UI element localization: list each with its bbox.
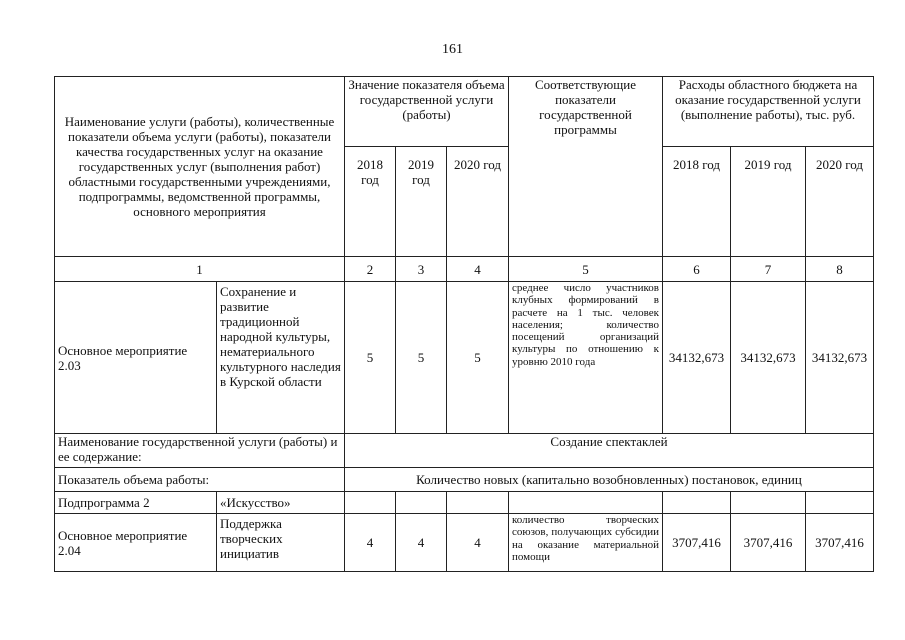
column-number: 5 bbox=[509, 257, 663, 282]
volume-value: Количество новых (капитально возобновленных) постановок, единиц bbox=[345, 468, 874, 492]
row-name: Поддержка творческих инициатив bbox=[217, 514, 345, 572]
expense-2020: 34132,673 bbox=[806, 282, 874, 434]
header-exp-2020: 2020 год bbox=[806, 147, 874, 257]
column-number: 3 bbox=[396, 257, 447, 282]
row-indicators: среднее число участников клубных формирований в расчете на 1 тыс. человек населения; количество посещений организаций культуры по отношению к уровню 2010 года bbox=[509, 282, 663, 434]
header-year-2018: 2018 год bbox=[345, 147, 396, 257]
column-number: 2 bbox=[345, 257, 396, 282]
expense-2019: 3707,416 bbox=[731, 514, 806, 572]
expense-2018: 3707,416 bbox=[663, 514, 731, 572]
value-2020: 4 bbox=[447, 514, 509, 572]
row-label: Основное мероприятие 2.04 bbox=[55, 514, 217, 572]
expense-2018: 34132,673 bbox=[663, 282, 731, 434]
header-exp-2019: 2019 год bbox=[731, 147, 806, 257]
row-label: Основное мероприятие 2.03 bbox=[55, 282, 217, 434]
page-number: 161 bbox=[442, 42, 463, 57]
header-year-2019: 2019 год bbox=[396, 147, 447, 257]
service-value: Создание спектаклей bbox=[345, 434, 874, 468]
column-number: 7 bbox=[731, 257, 806, 282]
value-2018: 4 bbox=[345, 514, 396, 572]
subprogram-name: «Искусство» bbox=[217, 492, 345, 514]
header-expenses-group: Расходы областного бюджета на оказание государственной услуги (выполнение работы), тыс. руб. bbox=[663, 77, 874, 147]
header-service-name: Наименование услуги (работы), количественные показатели объема услуги (работы), показатели качества государственных услуг на оказание государственных услуг (выполнения работ) областными государственными учреждениями, подпрограммы, ведомственной программы, основного мероприятия bbox=[55, 77, 345, 257]
value-2019: 4 bbox=[396, 514, 447, 572]
expense-2020: 3707,416 bbox=[806, 514, 874, 572]
row-name: Сохранение и развитие традиционной народной культуры, нематериального культурного наследия в Курской области bbox=[217, 282, 345, 434]
value-2020: 5 bbox=[447, 282, 509, 434]
service-label: Наименование государственной услуги (работы) и ее содержание: bbox=[55, 434, 345, 468]
header-indicators: Соответствующие показатели государственной программы bbox=[509, 77, 663, 257]
row-indicators: количество творческих союзов, получающих субсидии на оказание материальной помощи bbox=[509, 514, 663, 572]
expense-2019: 34132,673 bbox=[731, 282, 806, 434]
header-year-2020: 2020 год bbox=[447, 147, 509, 257]
column-number: 4 bbox=[447, 257, 509, 282]
column-number: 8 bbox=[806, 257, 874, 282]
value-2019: 5 bbox=[396, 282, 447, 434]
header-exp-2018: 2018 год bbox=[663, 147, 731, 257]
column-number: 1 bbox=[55, 257, 345, 282]
column-number: 6 bbox=[663, 257, 731, 282]
budget-table bbox=[54, 76, 874, 572]
volume-label: Показатель объема работы: bbox=[55, 468, 345, 492]
subprogram-label: Подпрограмма 2 bbox=[55, 492, 217, 514]
value-2018: 5 bbox=[345, 282, 396, 434]
header-volume-group: Значение показателя объема государственной услуги (работы) bbox=[345, 77, 509, 147]
